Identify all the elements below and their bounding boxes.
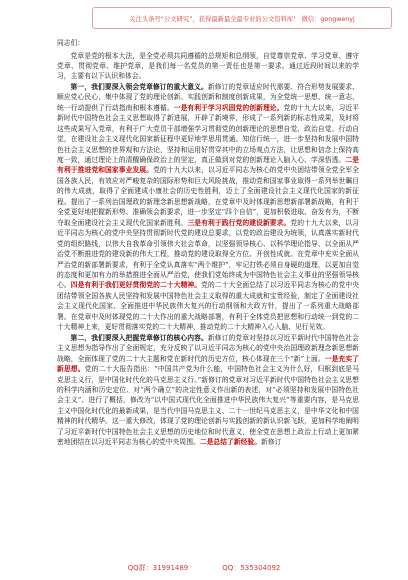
section-2-point-2: 二是总结了新经验。 xyxy=(199,438,262,447)
section-1-text-e: 党的二十大全面总结了以习近平同志为核心的党中央团结带领全国各族人民坚持和发展中国特色社会主义取得的重大成就和宝贵经验，制定了全面建设社会主义现代化国家、全面推进中华民族伟大复兴的行动纲领和大政方针，提出了一系列重大战略部署。在党章中及时体现党的二十大作出的重大战略部署，有利于全体党员把思想和行动统一到党的二十大精神上来，更好贯彻落实党的二十大精神，推动党的二十大精神入心入脑、见行见效。 xyxy=(57,281,359,332)
section-1-point-4: 四是有利于我们更好贯彻党的二十大精神。 xyxy=(70,281,202,290)
section-1-point-1: 一是有利于学习巩固党的创新理论。 xyxy=(173,103,284,112)
section-2-heading: 第二，我们要深入把握党章修订的核心内容。 xyxy=(70,333,208,342)
section-2-text-c: 新修订 xyxy=(261,438,282,447)
paragraph-intro xyxy=(57,51,359,82)
paragraph-section-2 xyxy=(57,333,359,448)
section-2-point-1: 一是充实了新思想。 xyxy=(57,354,359,374)
footer xyxy=(0,563,408,577)
section-1-text-b: 党的十九大以来，习近平新时代中国特色社会主义思想取得了新进展，开辟了新境界，形成了一系列新的标志性成果，及时将这些成果写入党章，有利于广大党员干部增强学习贯彻党的创新理论的思想自觉、政治自觉、行动自觉，在建设社会主义现代化国家新征程中更好地学思用贯通、知信行统一，进一步坚持和发展中国特色社会主义思想的世界观和方法论，坚持和运用好贯穿其中的立场观点方法，让思想和信念上保持高度一致，通过理论上的清醒确保政治上的坚定，真正做到对党的创新理论入脑入心、学深悟透。 xyxy=(57,103,359,165)
section-1-point-2: 二是有利于推进党和国家事业发展。 xyxy=(57,156,359,175)
header-banner-text: 关注头条号“公文研究”，获得最新最全最专业的公文资料库！ 微信：gongwenyj xyxy=(129,15,355,23)
section-2-text-a: 新修订的党章对坚持以习近平新时代中国特色社会主义思想为指导作出了全面规定，充分反映了以习近平同志为核心的党中央治国理政新理念新思想新战略，全面体现了党的二十大主题和党在新时代的历史方位，核心体现在三个“新”上面。 xyxy=(57,333,359,363)
paragraph-intro-text: 党章是党的根本大法，是全党必须共同遵循的总规矩和总纲领，自觉尊崇党章、学习党章、遵守党章、贯彻党章、维护党章，是我们每一名党员的第一责任也是第一要求。通过近段时间以来的学习，主要有以下认识和体会。 xyxy=(57,51,359,81)
footer-qq-group: QQ群：31991489 xyxy=(127,564,189,572)
section-1-heading: 第一，我们要深入领会党章修订的重大意义。 xyxy=(70,82,208,91)
paragraph-section-1 xyxy=(57,82,359,333)
header-banner xyxy=(92,7,392,29)
section-1-text-d: 党的十九大以来，以习近平同志为核心的党中央坚持贯彻新时代党的建设总要求，以党的政治建设为统领，认真落实新时代党的组织路线，以伟大自我革命引领伟大社会革命，以坚强领导核心、以科学理论指导、以全面从严治党不断推进党的建设新的伟大工程，推动党的建设取得全方位、开创性成就。在党章中充实全面从严治党的新部署新要求，有利于全党认真落实“两个维护”，牢记打铁必须自身硬的道理，以更加自觉的态度和更加有力的举措推进全面从严治党，使我们党始终成为中国特色社会主义事业的坚强领导核心。 xyxy=(57,218,359,290)
footer-qq: QQ：535304092 xyxy=(222,564,281,572)
greeting: 同志们： xyxy=(57,39,85,47)
document-body xyxy=(57,38,359,563)
section-1-text-a: 新修订的党章适应时代需要、符合形势发展要求、顺应党心民心，集中体现了党的理论创新、实践创新和制度创新成果，为全党统一思想、统一意志、统一行动提供了行动指南和根本遵循。 xyxy=(57,82,359,112)
section-2-text-b: 党的二十大报告指出：“中国共产党为什么能，中国特色社会主义为什么好，归根到底是马克思主义行，是中国化时代化的马克思主义行。”新修订的党章对习近平新时代中国特色社会主义思想的科学内涵和历史定位、对“两个确立”的决定性意义作出新的表述，对“必须坚持和发展中国特色社会主义”、进行了概括，修改为“以中国式现代化全面推进中华民族伟大复兴”等重要内容，是马克思主义中国化时代化的最新成果，是当代中国马克思主义、二十一世纪马克思主义，是中华文化和中国精神的时代精华。这一重大修改，体现了党的理论创新与实践创新的新认识新飞跃，更加科学地阐明了习近平新时代中国特色社会主义思想的历史地位和时代意义，使全党在思想上政治上行动上更加紧密地团结在以习近平同志为核心的党中央周围。 xyxy=(57,365,359,447)
section-1-point-3: 三是有利于践行党的建设新要求。 xyxy=(187,218,291,227)
section-1-text-c: 党的十九大以来，以习近平同志为核心的党中央团结带领全党全军全国各族人民，有效应对严峻复杂的国际形势和巨大风险挑战，推动党和国家事业取得一系列举世瞩目的伟大成就，取得了全面建成小康社会的历史性胜利，迈上了全面建设社会主义现代化国家的新征程。提出了一系列治国理政的新理念新思想新战略，在党章中及时体现新思想新部署新战略，有利于全党更好地把握新形势、准确领会新要求，进一步坚定“四个自信”，更加积极进取、奋发有为，不断夺取全面建设社会主义现代化国家新胜利。 xyxy=(57,166,359,227)
